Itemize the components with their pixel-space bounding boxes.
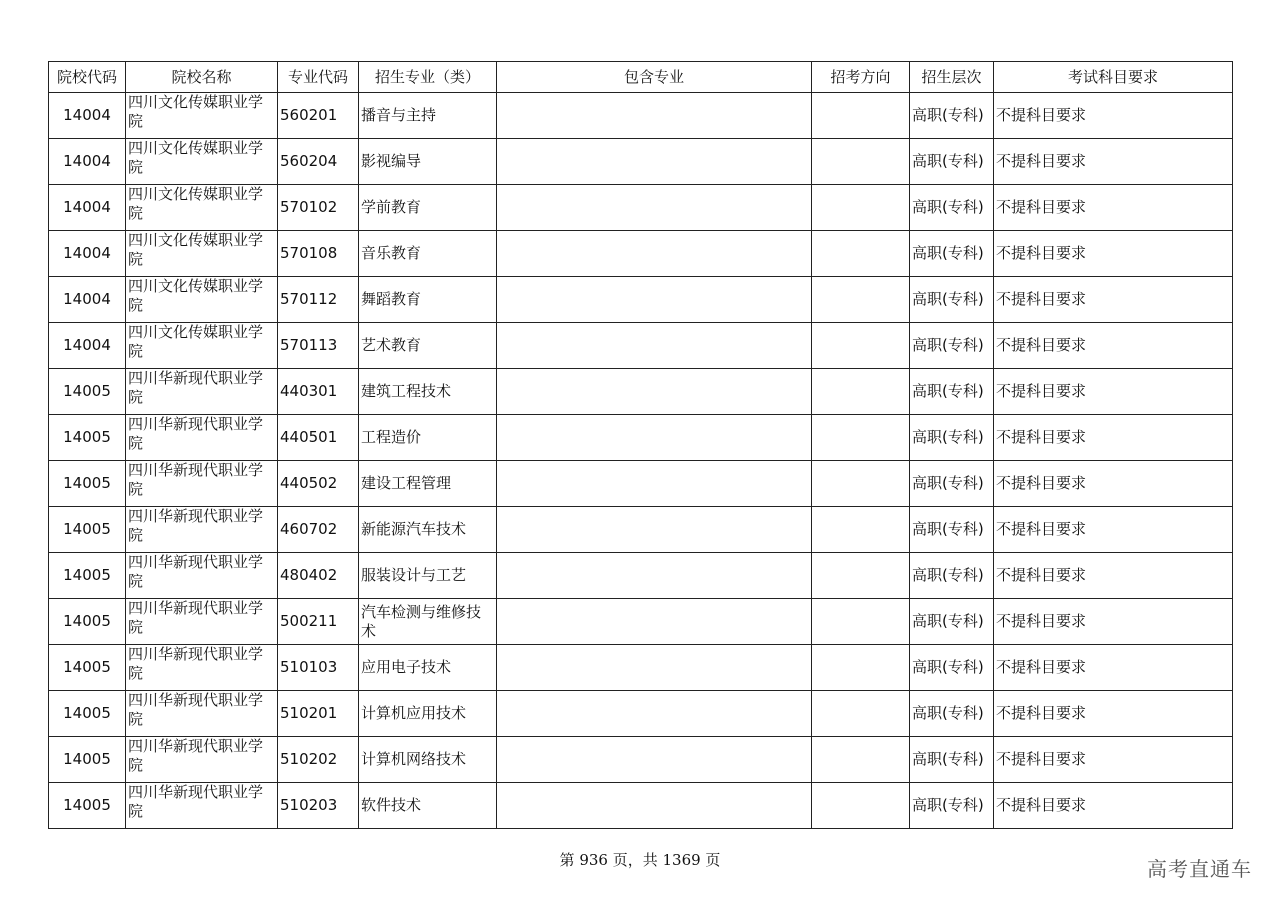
table-row <box>49 93 1233 139</box>
cell-included-majors <box>497 139 812 185</box>
cell-included-majors <box>497 645 812 691</box>
cell-level: 高职(专科) <box>910 231 994 277</box>
cell-major: 新能源汽车技术 <box>359 507 497 553</box>
cell-major-code: 510103 <box>278 645 359 691</box>
cell-subject-requirements: 不提科目要求 <box>994 737 1233 783</box>
cell-major: 影视编导 <box>359 139 497 185</box>
header-school-name: 院校名称 <box>126 62 278 93</box>
cell-major-code: 570113 <box>278 323 359 369</box>
cell-major-code: 570112 <box>278 277 359 323</box>
cell-school-code: 14004 <box>49 185 126 231</box>
cell-included-majors <box>497 691 812 737</box>
cell-major-code: 500211 <box>278 599 359 645</box>
header-direction: 招考方向 <box>812 62 910 93</box>
cell-school-code: 14005 <box>49 415 126 461</box>
cell-school-name: 四川文化传媒职业学院 <box>126 185 278 231</box>
cell-level: 高职(专科) <box>910 93 994 139</box>
cell-school-code: 14004 <box>49 277 126 323</box>
cell-direction <box>812 93 910 139</box>
cell-school-code: 14005 <box>49 599 126 645</box>
cell-major-code: 560201 <box>278 93 359 139</box>
cell-included-majors <box>497 369 812 415</box>
cell-level: 高职(专科) <box>910 507 994 553</box>
cell-subject-requirements: 不提科目要求 <box>994 783 1233 829</box>
cell-subject-requirements: 不提科目要求 <box>994 139 1233 185</box>
cell-level: 高职(专科) <box>910 185 994 231</box>
header-major-code: 专业代码 <box>278 62 359 93</box>
cell-major: 计算机网络技术 <box>359 737 497 783</box>
cell-subject-requirements: 不提科目要求 <box>994 645 1233 691</box>
cell-subject-requirements: 不提科目要求 <box>994 553 1233 599</box>
cell-direction <box>812 507 910 553</box>
cell-school-code: 14005 <box>49 645 126 691</box>
table-row <box>49 461 1233 507</box>
cell-school-code: 14005 <box>49 507 126 553</box>
cell-school-name: 四川文化传媒职业学院 <box>126 323 278 369</box>
cell-level: 高职(专科) <box>910 461 994 507</box>
cell-major: 音乐教育 <box>359 231 497 277</box>
cell-direction <box>812 369 910 415</box>
cell-major: 软件技术 <box>359 783 497 829</box>
cell-direction <box>812 277 910 323</box>
cell-school-name: 四川华新现代职业学院 <box>126 507 278 553</box>
table-row <box>49 599 1233 645</box>
cell-school-code: 14005 <box>49 783 126 829</box>
cell-subject-requirements: 不提科目要求 <box>994 323 1233 369</box>
cell-level: 高职(专科) <box>910 553 994 599</box>
cell-subject-requirements: 不提科目要求 <box>994 93 1233 139</box>
cell-included-majors <box>497 507 812 553</box>
cell-subject-requirements: 不提科目要求 <box>994 277 1233 323</box>
cell-included-majors <box>497 737 812 783</box>
cell-major: 学前教育 <box>359 185 497 231</box>
table-row <box>49 185 1233 231</box>
cell-included-majors <box>497 185 812 231</box>
cell-included-majors <box>497 415 812 461</box>
table-row <box>49 139 1233 185</box>
table-header-row <box>49 62 1233 93</box>
cell-major-code: 460702 <box>278 507 359 553</box>
cell-direction <box>812 783 910 829</box>
cell-major: 计算机应用技术 <box>359 691 497 737</box>
cell-direction <box>812 691 910 737</box>
cell-subject-requirements: 不提科目要求 <box>994 691 1233 737</box>
header-major: 招生专业（类） <box>359 62 497 93</box>
cell-school-name: 四川华新现代职业学院 <box>126 783 278 829</box>
cell-subject-requirements: 不提科目要求 <box>994 185 1233 231</box>
cell-included-majors <box>497 277 812 323</box>
cell-direction <box>812 553 910 599</box>
cell-major: 工程造价 <box>359 415 497 461</box>
cell-subject-requirements: 不提科目要求 <box>994 415 1233 461</box>
cell-included-majors <box>497 323 812 369</box>
cell-direction <box>812 461 910 507</box>
cell-included-majors <box>497 231 812 277</box>
cell-level: 高职(专科) <box>910 599 994 645</box>
cell-major: 舞蹈教育 <box>359 277 497 323</box>
cell-school-code: 14005 <box>49 369 126 415</box>
watermark: 高考直通车 <box>1147 857 1252 881</box>
cell-school-name: 四川文化传媒职业学院 <box>126 231 278 277</box>
cell-included-majors <box>497 553 812 599</box>
cell-level: 高职(专科) <box>910 323 994 369</box>
cell-school-name: 四川华新现代职业学院 <box>126 691 278 737</box>
table-row <box>49 277 1233 323</box>
cell-major-code: 510201 <box>278 691 359 737</box>
cell-direction <box>812 415 910 461</box>
cell-major: 应用电子技术 <box>359 645 497 691</box>
cell-major: 建筑工程技术 <box>359 369 497 415</box>
cell-level: 高职(专科) <box>910 737 994 783</box>
table-row <box>49 231 1233 277</box>
table-row <box>49 507 1233 553</box>
cell-major-code: 480402 <box>278 553 359 599</box>
cell-major-code: 510203 <box>278 783 359 829</box>
cell-major-code: 570108 <box>278 231 359 277</box>
cell-subject-requirements: 不提科目要求 <box>994 599 1233 645</box>
cell-direction <box>812 231 910 277</box>
table-row <box>49 369 1233 415</box>
cell-level: 高职(专科) <box>910 139 994 185</box>
cell-school-code: 14005 <box>49 553 126 599</box>
table-row <box>49 783 1233 829</box>
cell-included-majors <box>497 461 812 507</box>
cell-school-code: 14004 <box>49 139 126 185</box>
cell-level: 高职(专科) <box>910 369 994 415</box>
table-row <box>49 553 1233 599</box>
cell-school-name: 四川华新现代职业学院 <box>126 645 278 691</box>
cell-major-code: 440502 <box>278 461 359 507</box>
cell-direction <box>812 139 910 185</box>
cell-school-name: 四川文化传媒职业学院 <box>126 277 278 323</box>
cell-school-name: 四川华新现代职业学院 <box>126 737 278 783</box>
table-row <box>49 737 1233 783</box>
table-row <box>49 323 1233 369</box>
cell-school-name: 四川华新现代职业学院 <box>126 461 278 507</box>
cell-major-code: 570102 <box>278 185 359 231</box>
header-level: 招生层次 <box>910 62 994 93</box>
cell-direction <box>812 599 910 645</box>
cell-school-code: 14005 <box>49 691 126 737</box>
cell-direction <box>812 737 910 783</box>
table-row <box>49 415 1233 461</box>
cell-included-majors <box>497 599 812 645</box>
header-included-majors: 包含专业 <box>497 62 812 93</box>
cell-subject-requirements: 不提科目要求 <box>994 507 1233 553</box>
cell-school-name: 四川华新现代职业学院 <box>126 553 278 599</box>
cell-level: 高职(专科) <box>910 783 994 829</box>
cell-subject-requirements: 不提科目要求 <box>994 461 1233 507</box>
cell-level: 高职(专科) <box>910 645 994 691</box>
cell-level: 高职(专科) <box>910 415 994 461</box>
cell-school-name: 四川华新现代职业学院 <box>126 415 278 461</box>
cell-major: 汽车检测与维修技术 <box>359 599 497 645</box>
page-number: 第 936 页，共 1369 页 <box>559 851 721 869</box>
cell-major: 艺术教育 <box>359 323 497 369</box>
cell-school-name: 四川华新现代职业学院 <box>126 599 278 645</box>
cell-major: 建设工程管理 <box>359 461 497 507</box>
cell-major: 服装设计与工艺 <box>359 553 497 599</box>
cell-major-code: 510202 <box>278 737 359 783</box>
cell-included-majors <box>497 93 812 139</box>
cell-major-code: 440301 <box>278 369 359 415</box>
cell-school-code: 14005 <box>49 461 126 507</box>
cell-school-code: 14005 <box>49 737 126 783</box>
cell-school-name: 四川文化传媒职业学院 <box>126 93 278 139</box>
header-school-code: 院校代码 <box>49 62 126 93</box>
cell-level: 高职(专科) <box>910 691 994 737</box>
cell-direction <box>812 185 910 231</box>
cell-school-code: 14004 <box>49 93 126 139</box>
cell-major-code: 440501 <box>278 415 359 461</box>
table-row <box>49 645 1233 691</box>
header-subject-requirements: 考试科目要求 <box>994 62 1233 93</box>
cell-subject-requirements: 不提科目要求 <box>994 231 1233 277</box>
cell-school-code: 14004 <box>49 231 126 277</box>
cell-level: 高职(专科) <box>910 277 994 323</box>
cell-direction <box>812 323 910 369</box>
cell-direction <box>812 645 910 691</box>
cell-school-code: 14004 <box>49 323 126 369</box>
cell-school-name: 四川文化传媒职业学院 <box>126 139 278 185</box>
cell-school-name: 四川华新现代职业学院 <box>126 369 278 415</box>
cell-major: 播音与主持 <box>359 93 497 139</box>
admissions-table <box>48 61 1233 829</box>
cell-major-code: 560204 <box>278 139 359 185</box>
cell-included-majors <box>497 783 812 829</box>
cell-subject-requirements: 不提科目要求 <box>994 369 1233 415</box>
table-row <box>49 691 1233 737</box>
